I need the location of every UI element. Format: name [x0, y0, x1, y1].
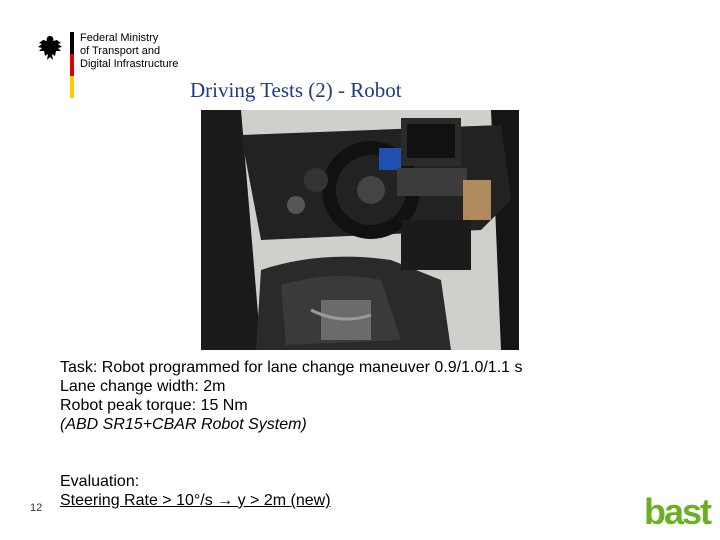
robot-system-line: (ABD SR15+CBAR Robot System): [60, 416, 307, 433]
evaluation-label: Evaluation:: [60, 473, 140, 490]
ministry-line-1: Federal Ministry: [80, 32, 159, 44]
german-flag-bar: [70, 32, 74, 98]
federal-eagle-icon: [36, 34, 64, 64]
flag-stripe-red: [70, 54, 74, 76]
width-line: Lane change width: 2m: [60, 378, 226, 395]
page-number: 12: [30, 502, 43, 514]
evaluation-value: Steering Rate > 10°/s → y > 2m (new): [60, 492, 331, 509]
photo-illustration: [201, 110, 519, 350]
slide-title: Driving Tests (2) - Robot: [190, 78, 402, 102]
bast-logo: bast: [644, 491, 711, 532]
task-description: [60, 358, 522, 434]
flag-stripe-black: [70, 32, 74, 54]
ministry-name: [80, 32, 178, 71]
evaluation-block: [60, 472, 331, 510]
torque-line: Robot peak torque: 15 Nm: [60, 397, 248, 414]
flag-stripe-gold: [70, 76, 74, 98]
car-interior-robot-photo: [201, 110, 519, 350]
ministry-line-2: of Transport and: [80, 45, 161, 57]
task-line: Task: Robot programmed for lane change maneuver 0.9/1.0/1.1 s: [60, 359, 523, 376]
ministry-logo: [36, 32, 196, 102]
ministry-line-3: Digital Infrastructure: [80, 58, 179, 70]
